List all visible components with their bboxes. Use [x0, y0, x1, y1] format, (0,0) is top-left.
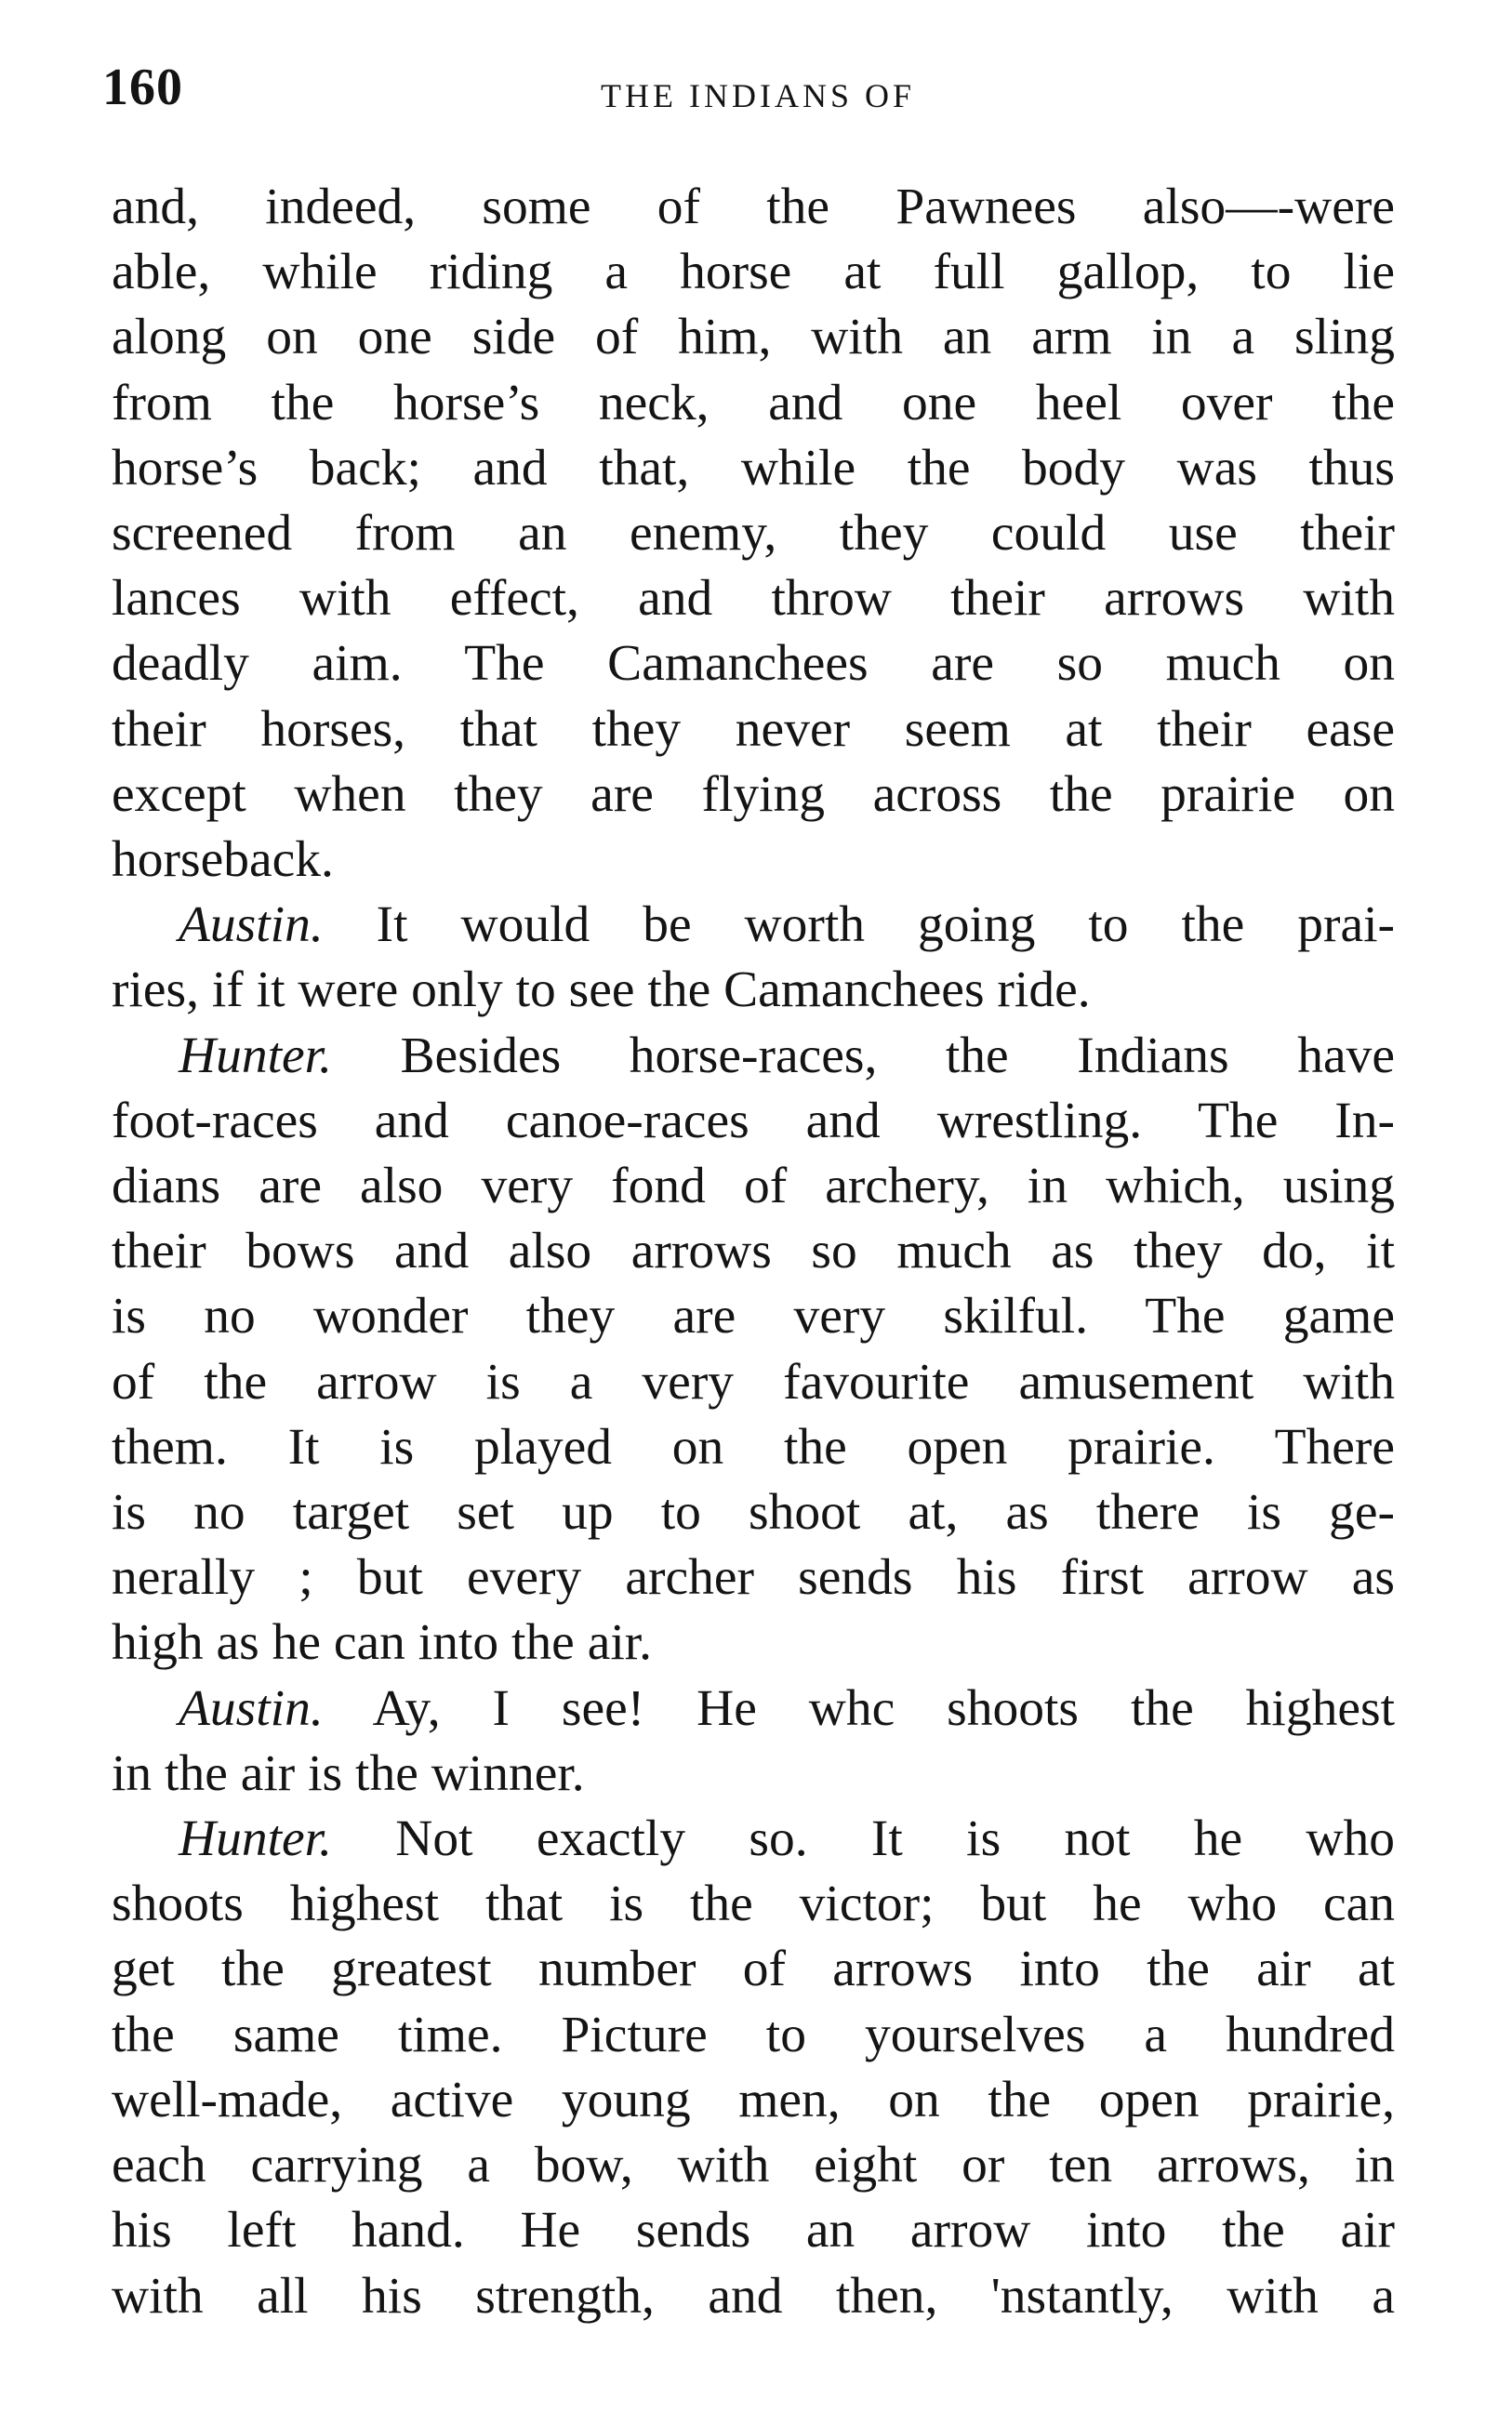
text-line	[112, 1154, 1395, 1219]
line-text: of the arrow is a very favourite amusement with	[112, 1353, 1395, 1411]
line-text: his left hand. He sends an arrow into the air	[112, 2202, 1395, 2260]
line-text: shoots highest that is the victor; but he who can	[112, 1876, 1395, 1933]
line-text: get the greatest number of arrows into the air at	[112, 1941, 1395, 1998]
text-line	[112, 1937, 1395, 2002]
line-text: Not exactly so. It is not he who	[331, 1810, 1395, 1868]
speaker-name: Hunter.	[179, 1027, 332, 1084]
text-line	[112, 2198, 1395, 2263]
line-text: horse’s back; and that, while the body was thus	[112, 439, 1395, 497]
text-line	[112, 175, 1395, 240]
running-title: THE INDIANS OF	[601, 77, 915, 114]
text-line	[112, 1742, 1395, 1807]
line-text: ries, if it were only to see the Camanchees ride.	[112, 961, 1091, 1019]
text-line	[112, 1807, 1395, 1872]
text-line	[112, 2133, 1395, 2198]
text-line	[112, 893, 1395, 958]
line-text: horseback.	[112, 831, 334, 889]
text-line	[112, 1480, 1395, 1545]
speaker-name: Hunter.	[179, 1810, 332, 1868]
text-line	[112, 2264, 1395, 2329]
line-text: It would be worth going to the prai-	[323, 896, 1395, 954]
text-line	[112, 1350, 1395, 1415]
line-text: with all his strength, and then, 'nstantly, with a	[112, 2267, 1395, 2325]
text-line	[112, 1872, 1395, 1937]
line-text: foot-races and canoe-races and wrestling. The In-	[112, 1092, 1395, 1149]
line-text: each carrying a bow, with eight or ten arrows, in	[112, 2137, 1395, 2194]
text-line	[112, 958, 1395, 1023]
text-line	[112, 762, 1395, 828]
line-text: deadly aim. The Camanchees are so much on	[112, 635, 1395, 693]
text-line	[112, 240, 1395, 305]
line-text: is no target set up to shoot at, as there is ge-	[112, 1484, 1395, 1542]
line-text: from the horse’s neck, and one heel over the	[112, 374, 1395, 431]
text-line	[112, 1611, 1395, 1676]
text-line	[112, 436, 1395, 501]
text-line	[112, 1219, 1395, 1284]
text-line	[112, 1284, 1395, 1349]
text-line	[112, 2068, 1395, 2133]
text-line	[112, 631, 1395, 696]
text-line	[112, 697, 1395, 762]
page-number: 160	[102, 59, 183, 116]
line-text: screened from an enemy, they could use their	[112, 505, 1395, 563]
text-line	[112, 1024, 1395, 1089]
line-text: their horses, that they never seem at their ease	[112, 700, 1395, 758]
line-text: nerally ; but every archer sends his first arrow as	[112, 1549, 1395, 1607]
page-header	[102, 58, 1395, 132]
line-text: Ay, I see! He whc shoots the highest	[323, 1679, 1395, 1737]
text-line	[112, 1545, 1395, 1611]
line-text: their bows and also arrows so much as they do, it	[112, 1223, 1395, 1280]
body-text	[112, 175, 1395, 2329]
text-line	[112, 2003, 1395, 2068]
line-text: and, indeed, some of the Pawnees also—-were	[112, 179, 1395, 235]
line-text: along on one side of him, with an arm in a sling	[112, 309, 1395, 366]
line-text: Besides horse-races, the Indians have	[331, 1027, 1395, 1084]
text-line	[112, 1415, 1395, 1480]
line-text: is no wonder they are very skilful. The game	[112, 1288, 1395, 1346]
line-text: able, while riding a horse at full gallop, to lie	[112, 244, 1395, 301]
speaker-name: Austin.	[179, 896, 324, 954]
line-text: them. It is played on the open prairie. There	[112, 1418, 1395, 1476]
text-line	[112, 1677, 1395, 1742]
line-text: in the air is the winner.	[112, 1744, 585, 1802]
text-line	[112, 501, 1395, 566]
text-line	[112, 566, 1395, 631]
text-line	[112, 1089, 1395, 1154]
line-text: except when they are flying across the prairie on	[112, 765, 1395, 823]
line-text: the same time. Picture to yourselves a hundred	[112, 2006, 1395, 2063]
text-line	[112, 371, 1395, 436]
line-text: well-made, active young men, on the open prairie,	[112, 2071, 1395, 2128]
line-text: lances with effect, and throw their arrows with	[112, 570, 1395, 628]
speaker-name: Austin.	[179, 1679, 324, 1737]
line-text: high as he can into the air.	[112, 1614, 653, 1672]
text-line	[112, 828, 1395, 893]
line-text: dians are also very fond of archery, in which, using	[112, 1158, 1395, 1215]
text-line	[112, 305, 1395, 370]
